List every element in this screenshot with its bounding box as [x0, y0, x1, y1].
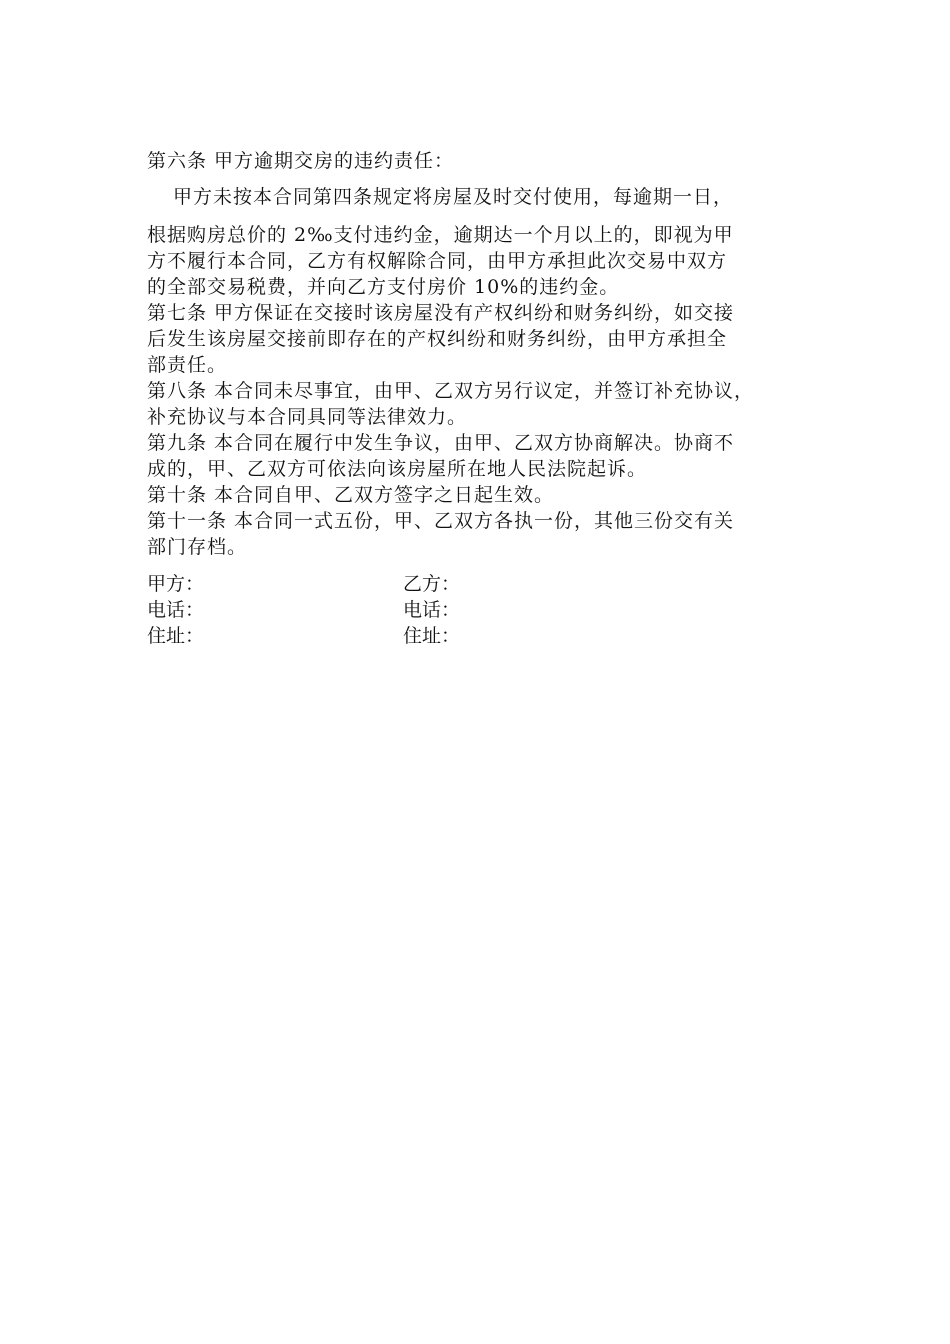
article-9-line: 第九条 本合同在履行中发生争议，由甲、乙双方协商解决。协商不 — [147, 432, 735, 454]
signature-row-name — [147, 571, 647, 597]
article-6-indent-line: 甲方未按本合同第四条规定将房屋及时交付使用，每逾期一日， — [173, 186, 734, 208]
signature-row-address — [147, 623, 647, 649]
article-8-line: 补充协议与本合同具同等法律效力。 — [147, 406, 468, 428]
article-6-heading: 第六条 甲方逾期交房的违约责任： — [147, 150, 455, 172]
signature-block — [147, 571, 647, 649]
party-a-address-label: 住址： — [147, 625, 205, 647]
party-b-address-label: 住址： — [403, 625, 461, 647]
article-9-line: 成的，甲、乙双方可依法向该房屋所在地人民法院起诉。 — [147, 458, 648, 480]
signature-row-phone — [147, 597, 647, 623]
party-b-name-label: 乙方： — [403, 573, 461, 595]
party-b-phone-label: 电话： — [403, 599, 461, 621]
article-7-line: 第七条 甲方保证在交接时该房屋没有产权纠纷和财务纠纷，如交接 — [147, 302, 735, 324]
article-10-line: 第十条 本合同自甲、乙双方签字之日起生效。 — [147, 484, 555, 506]
article-7-line: 部责任。 — [147, 354, 228, 376]
party-a-name-label: 甲方： — [147, 573, 205, 595]
article-7-line: 后发生该房屋交接前即存在的产权纠纷和财务纠纷，由甲方承担全 — [147, 328, 728, 350]
party-a-phone-label: 电话： — [147, 599, 205, 621]
article-6-line: 根据购房总价的 2‰支付违约金，逾期达一个月以上的，即视为甲 — [147, 224, 734, 246]
article-6-line: 方不履行本合同，乙方有权解除合同，由甲方承担此次交易中双方 — [147, 250, 728, 272]
article-11-line: 部门存档。 — [147, 536, 248, 558]
article-6-line: 的全部交易税费，并向乙方支付房价 10%的违约金。 — [147, 276, 620, 298]
contract-body — [147, 148, 817, 560]
article-8-line: 第八条 本合同未尽事宜，由甲、乙双方另行议定，并签订补充协议， — [147, 380, 755, 402]
article-11-line: 第十一条 本合同一式五份，甲、乙双方各执一份，其他三份交有关 — [147, 510, 735, 532]
